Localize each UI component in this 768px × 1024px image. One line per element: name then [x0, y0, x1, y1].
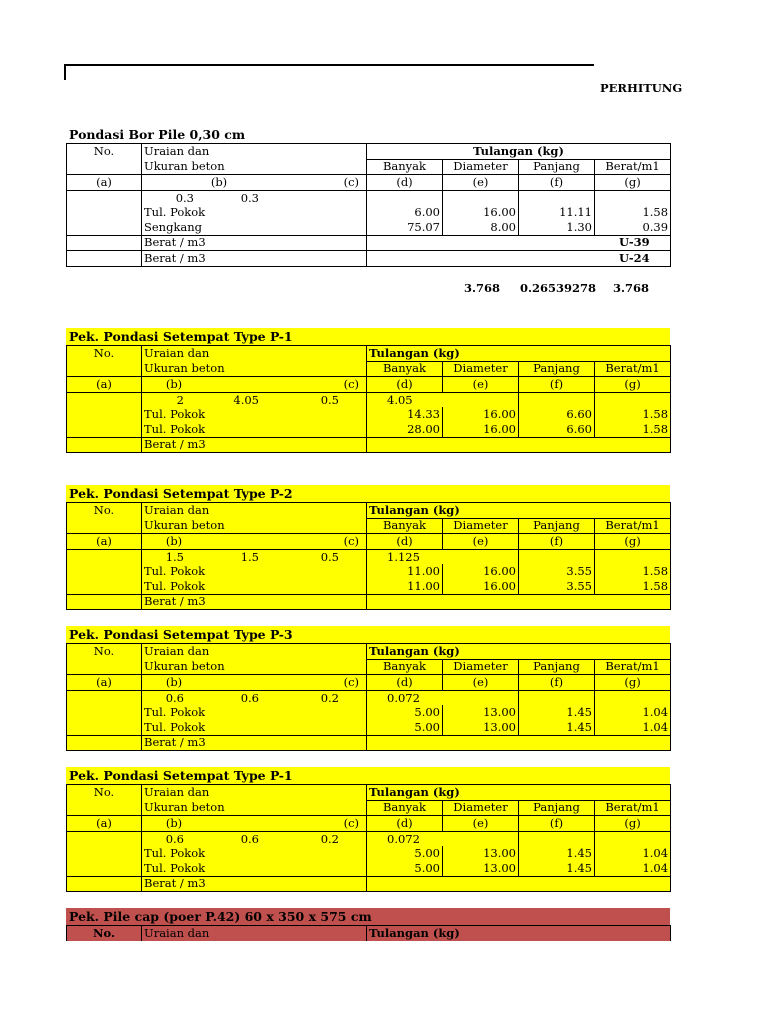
dims-volume: 1.125 — [367, 549, 443, 564]
col-f: (f) — [519, 534, 595, 550]
col-f: (f) — [519, 675, 595, 691]
footing-section-1 — [66, 328, 670, 453]
header-no: No. — [67, 346, 142, 362]
pile-cap-section — [66, 908, 670, 941]
header-ukuran: Ukuran beton — [142, 518, 367, 534]
header-uraian: Uraian dan — [142, 346, 367, 362]
calc-value: 3.768 — [613, 281, 650, 295]
dims-row: 0.3 0.3 — [142, 190, 367, 205]
col-bc: (b) (c) — [142, 675, 367, 691]
col-bc: (b) (c) — [142, 816, 367, 832]
footing-title: Pek. Pondasi Setempat Type P-1 — [69, 768, 293, 783]
col-a: (a) — [67, 534, 142, 550]
berat-row: Berat / m3 — [67, 876, 671, 892]
berat-row: Berat / m3 U-39 — [67, 235, 671, 251]
header-uraian: Uraian dan — [142, 503, 367, 519]
col-f: (f) — [519, 175, 595, 191]
row-no-cell — [67, 549, 142, 594]
header-panjang: Panjang — [519, 159, 595, 175]
header-uraian: Uraian dan — [142, 644, 367, 660]
berat-row: Berat / m3 — [67, 437, 671, 453]
header-uraian: Uraian dan — [142, 785, 367, 801]
footing-section-4 — [66, 767, 670, 892]
frame-top-border — [64, 64, 594, 66]
footing-section-3 — [66, 626, 670, 751]
header-uraian: Uraian dan — [142, 144, 367, 160]
header-banyak: Banyak — [367, 361, 443, 377]
header-tulangan: Tulangan (kg) — [367, 785, 671, 801]
table-row: Tul. Pokok 28.00 16.00 6.60 1.58 — [67, 422, 671, 437]
berat-row: Berat / m3 U-24 — [67, 251, 671, 267]
calc-value: 0.26539278 — [520, 281, 597, 295]
header-no: No. — [67, 144, 142, 160]
header-uraian: Uraian dan — [142, 926, 367, 941]
table-row: Tul. Pokok 5.00 13.00 1.45 1.04 — [67, 720, 671, 735]
header-no: No. — [67, 503, 142, 519]
row-no-cell — [67, 831, 142, 876]
table-row: Sengkang 75.07 8.00 1.30 0.39 — [67, 220, 671, 235]
dims-row: 1.5 1.5 0.5 — [142, 549, 367, 564]
footing-title: Pek. Pondasi Setempat Type P-1 — [69, 329, 293, 344]
table-row: Tul. Pokok 5.00 13.00 1.45 1.04 — [67, 861, 671, 876]
header-berat: Berat/m1 — [595, 518, 671, 534]
header-berat: Berat/m1 — [595, 800, 671, 816]
row-no-cell — [67, 392, 142, 437]
footing-title: Pek. Pondasi Setempat Type P-2 — [69, 486, 293, 501]
dims-row: 0.6 0.6 0.2 — [142, 831, 367, 846]
table-row: Tul. Pokok 14.33 16.00 6.60 1.58 — [67, 407, 671, 422]
header-berat: Berat/m1 — [595, 159, 671, 175]
header-berat: Berat/m1 — [595, 361, 671, 377]
bor-pile-title: Pondasi Bor Pile 0,30 cm — [69, 127, 246, 142]
table-row: Tul. Pokok 6.00 16.00 11.11 1.58 — [67, 205, 671, 220]
col-f: (f) — [519, 377, 595, 393]
header-diameter: Diameter — [443, 518, 519, 534]
header-panjang: Panjang — [519, 800, 595, 816]
dims-volume: 4.05 — [367, 392, 443, 407]
header-ukuran: Ukuran beton — [142, 159, 367, 175]
header-tulangan: Tulangan (kg) — [367, 346, 671, 362]
header-diameter: Diameter — [443, 159, 519, 175]
table-row: Tul. Pokok 11.00 16.00 3.55 1.58 — [67, 579, 671, 594]
col-d: (d) — [367, 816, 443, 832]
berat-row: Berat / m3 — [67, 735, 671, 751]
footing-section-2 — [66, 485, 670, 610]
col-a: (a) — [67, 377, 142, 393]
col-e: (e) — [443, 675, 519, 691]
col-f: (f) — [519, 816, 595, 832]
footing-table — [66, 502, 671, 610]
page-title: PERHITUNG — [600, 81, 683, 95]
header-ukuran: Ukuran beton — [142, 361, 367, 377]
footing-table — [66, 643, 671, 751]
berat-row: Berat / m3 — [67, 594, 671, 610]
col-a: (a) — [67, 816, 142, 832]
col-g: (g) — [595, 675, 671, 691]
header-ukuran: Ukuran beton — [142, 800, 367, 816]
header-tulangan: Tulangan (kg) — [367, 144, 671, 160]
col-e: (e) — [443, 534, 519, 550]
dims-volume: 0.072 — [367, 831, 443, 846]
dims-row: 2 4.05 0.5 — [142, 392, 367, 407]
header-tulangan: Tulangan (kg) — [367, 644, 671, 660]
dims-volume: 0.072 — [367, 690, 443, 705]
table-row: Tul. Pokok 5.00 13.00 1.45 1.04 — [67, 846, 671, 861]
header-banyak: Banyak — [367, 800, 443, 816]
header-panjang: Panjang — [519, 518, 595, 534]
header-tulangan: Tulangan (kg) — [367, 926, 671, 941]
col-e: (e) — [443, 816, 519, 832]
header-berat: Berat/m1 — [595, 659, 671, 675]
header-no: No. — [67, 644, 142, 660]
col-d: (d) — [367, 377, 443, 393]
col-bc: (b) (c) — [142, 534, 367, 550]
row-no-cell — [67, 190, 142, 235]
header-no: No. — [67, 785, 142, 801]
header-banyak: Banyak — [367, 159, 443, 175]
col-e: (e) — [443, 377, 519, 393]
pile-cap-table — [66, 925, 671, 941]
row-no-cell — [67, 690, 142, 735]
header-no: No. — [67, 926, 142, 941]
header-panjang: Panjang — [519, 361, 595, 377]
header-banyak: Banyak — [367, 518, 443, 534]
col-d: (d) — [367, 175, 443, 191]
table-row: Tul. Pokok 5.00 13.00 1.45 1.04 — [67, 705, 671, 720]
col-a: (a) — [67, 175, 142, 191]
footing-table — [66, 784, 671, 892]
pile-cap-title: Pek. Pile cap (poer P.42) 60 x 350 x 575 cm — [69, 909, 372, 924]
calc-value: 3.768 — [464, 281, 501, 295]
col-e: (e) — [443, 175, 519, 191]
table-row: Tul. Pokok 11.00 16.00 3.55 1.58 — [67, 564, 671, 579]
col-d: (d) — [367, 534, 443, 550]
header-banyak: Banyak — [367, 659, 443, 675]
dims-row: 0.6 0.6 0.2 — [142, 690, 367, 705]
col-g: (g) — [595, 377, 671, 393]
frame-left-border — [64, 64, 66, 80]
header-diameter: Diameter — [443, 800, 519, 816]
col-bc: (b) (c) — [142, 377, 367, 393]
header-ukuran: Ukuran beton — [142, 659, 367, 675]
header-panjang: Panjang — [519, 659, 595, 675]
col-g: (g) — [595, 534, 671, 550]
col-g: (g) — [595, 175, 671, 191]
col-g: (g) — [595, 816, 671, 832]
header-diameter: Diameter — [443, 361, 519, 377]
header-tulangan: Tulangan (kg) — [367, 503, 671, 519]
header-diameter: Diameter — [443, 659, 519, 675]
bor-pile-table — [66, 143, 671, 267]
col-a: (a) — [67, 675, 142, 691]
col-d: (d) — [367, 675, 443, 691]
footing-table — [66, 345, 671, 453]
footing-title: Pek. Pondasi Setempat Type P-3 — [69, 627, 293, 642]
bor-pile-section — [66, 126, 670, 267]
col-bc: (b) (c) — [142, 175, 367, 191]
